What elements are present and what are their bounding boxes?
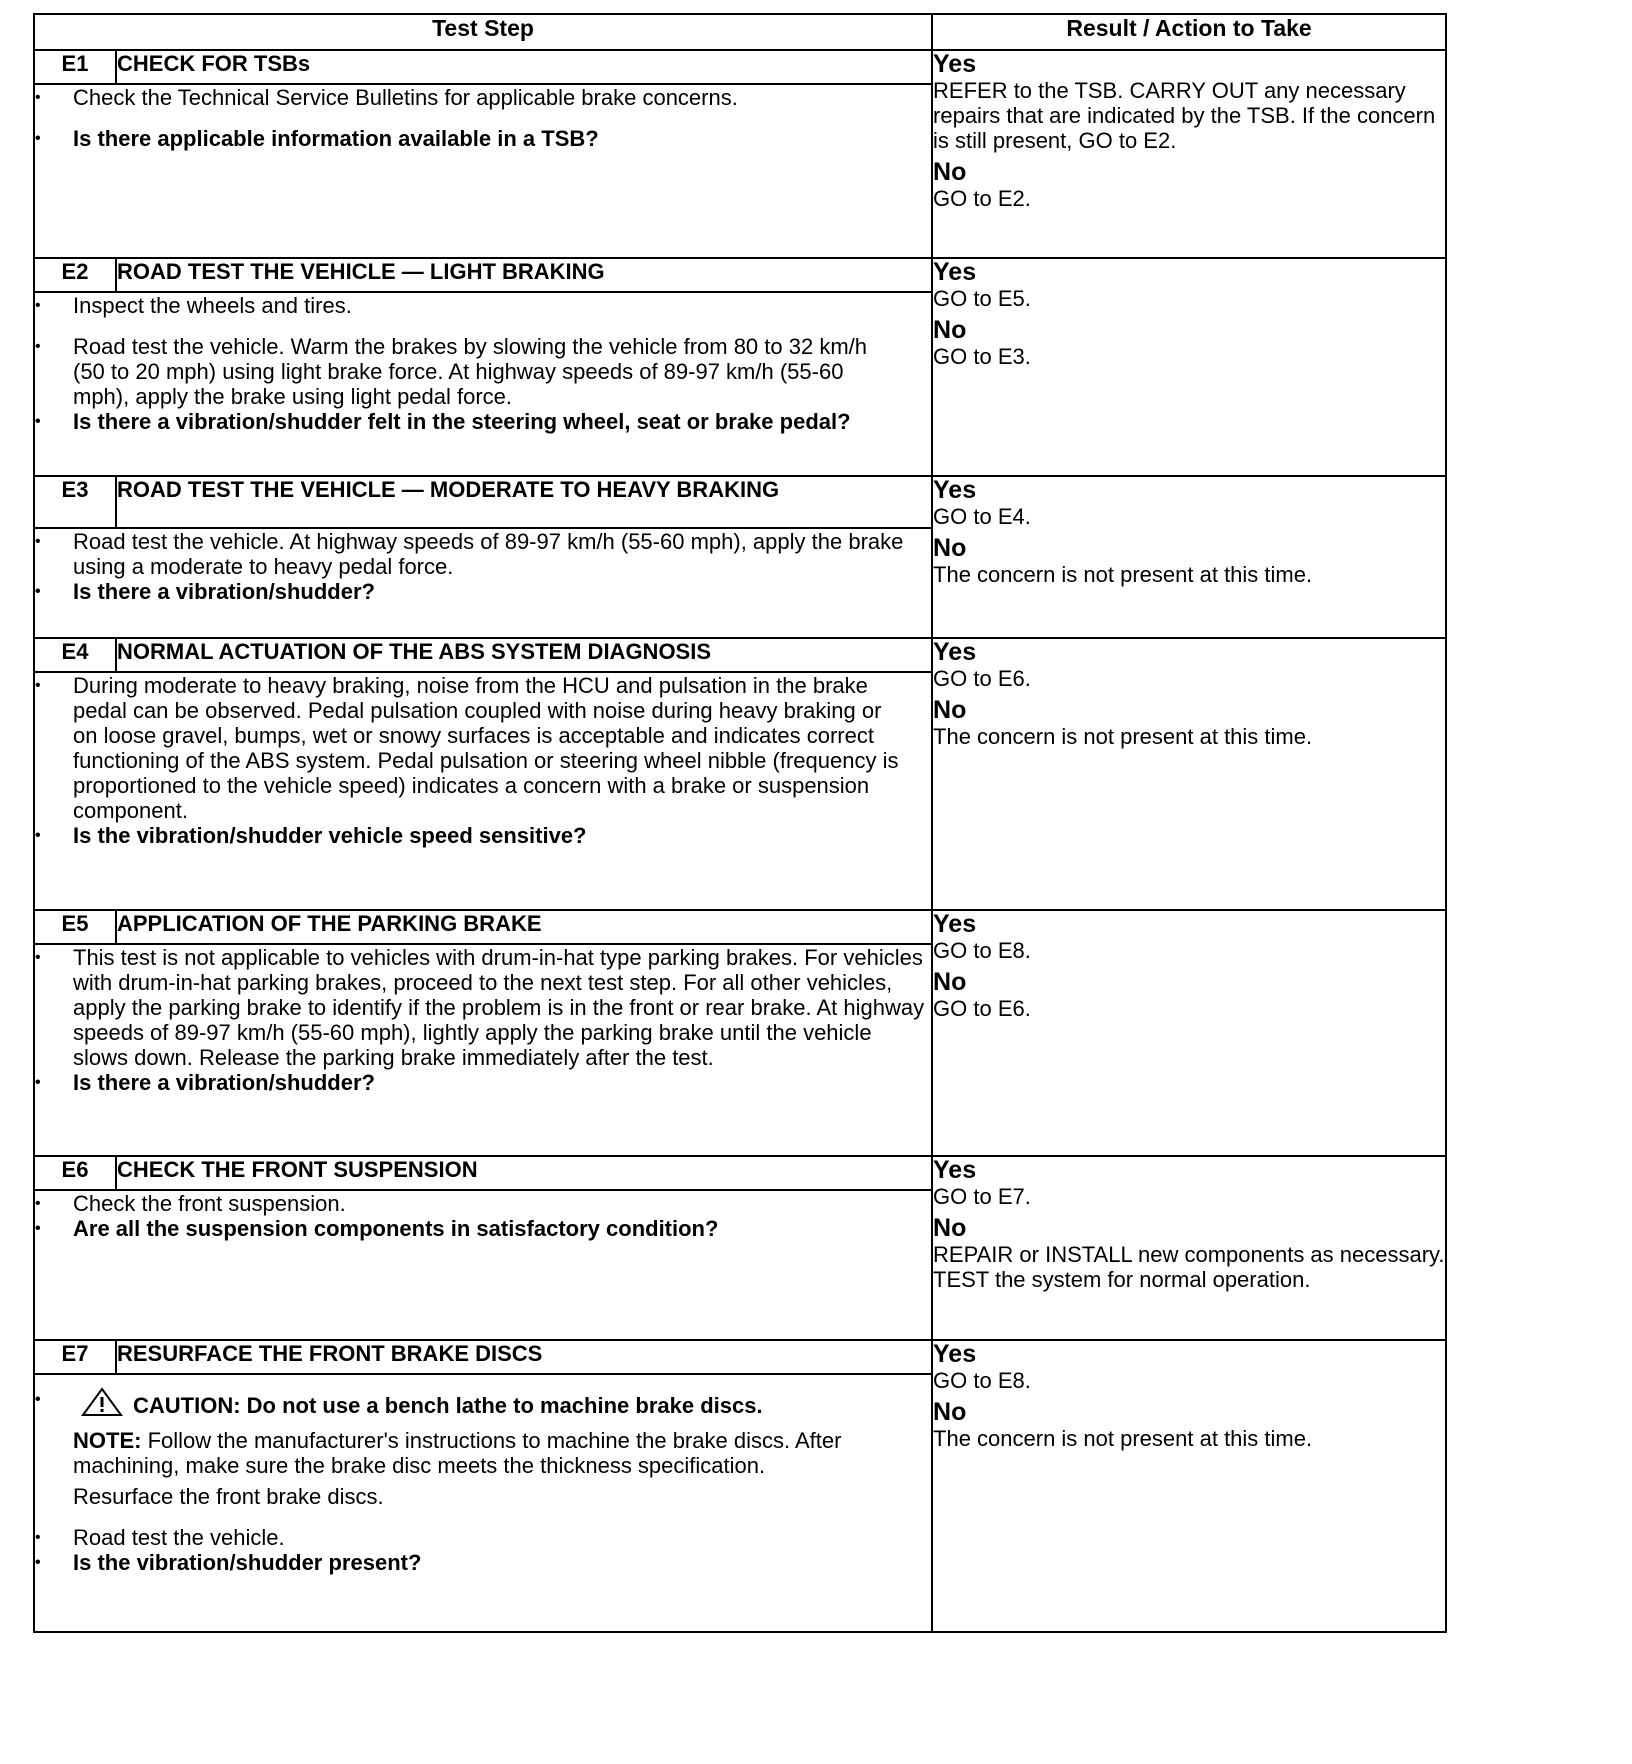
note-label: NOTE: — [73, 1428, 142, 1453]
step-e5-title-row — [34, 910, 1446, 944]
no-action: The concern is not present at this time. — [933, 1426, 1313, 1451]
resurface-instruction: Resurface the front brake discs. — [73, 1484, 384, 1509]
step-e5-result — [932, 910, 1446, 1156]
step-e4-result — [932, 638, 1446, 910]
yes-label: Yes — [933, 1340, 977, 1368]
yes-action: GO to E5. — [933, 286, 1031, 311]
no-action: GO to E6. — [933, 996, 1031, 1021]
no-action: GO to E2. — [933, 186, 1031, 211]
step-title: CHECK THE FRONT SUSPENSION — [116, 1156, 932, 1190]
no-label: No — [933, 1214, 967, 1242]
step-e2-title-row — [34, 258, 1446, 292]
step-number: E3 — [34, 476, 116, 528]
no-label: No — [933, 534, 967, 562]
yes-label: Yes — [933, 1156, 977, 1184]
step-question: • Is the vibration/shudder vehicle speed sensitive? — [35, 823, 931, 848]
no-label: No — [933, 316, 967, 344]
step-e1-body — [34, 84, 932, 258]
no-action: REPAIR or INSTALL new components as necessary. TEST the system for normal operation. — [933, 1242, 1445, 1292]
step-title: NORMAL ACTUATION OF THE ABS SYSTEM DIAGNOSIS — [116, 638, 932, 672]
yes-action: REFER to the TSB. CARRY OUT any necessary repairs that are indicated by the TSB. If the concern is still present, GO to E2. — [933, 78, 1436, 153]
step-number: E7 — [34, 1340, 116, 1374]
no-action: The concern is not present at this time. — [933, 724, 1313, 749]
yes-label: Yes — [933, 258, 977, 286]
step-question: • Is there applicable information available in a TSB? — [35, 126, 931, 151]
caution-item — [35, 1387, 931, 1509]
step-title: APPLICATION OF THE PARKING BRAKE — [116, 910, 932, 944]
step-e4-body — [34, 672, 932, 910]
step-bullet: • Road test the vehicle. Warm the brakes by slowing the vehicle from 80 to 32 km/h (50 to 20 mph) using light brake force. At highway speeds of 89-97 km/h (55-60 mph), apply the brake using light pedal force. — [35, 334, 931, 409]
step-e3-result — [932, 476, 1446, 638]
step-e1-title-row — [34, 50, 1446, 84]
yes-label: Yes — [933, 476, 977, 504]
step-e7-body — [34, 1374, 932, 1632]
no-label: No — [933, 1398, 967, 1426]
step-title: CHECK FOR TSBs — [116, 50, 932, 84]
note-block — [73, 1428, 931, 1478]
step-question: • Are all the suspension components in satisfactory condition? — [35, 1216, 931, 1241]
yes-action: GO to E8. — [933, 1368, 1031, 1393]
yes-action: GO to E4. — [933, 504, 1031, 529]
step-e7-result — [932, 1340, 1446, 1632]
step-number: E6 — [34, 1156, 116, 1190]
step-bullet: • Road test the vehicle. At highway speeds of 89-97 km/h (55-60 mph), apply the brake using a moderate to heavy pedal force. — [35, 529, 931, 579]
step-e6-result — [932, 1156, 1446, 1340]
step-bullet: • Check the front suspension. — [35, 1191, 931, 1216]
step-e5-body — [34, 944, 932, 1156]
step-bullet: • During moderate to heavy braking, noise from the HCU and pulsation in the brake pedal can be observed. Pedal pulsation coupled with noise during heavy braking or on loose gravel, bumps, wet or snowy surfaces is acceptable and indicates correct functioning of the ABS system. Pedal pulsation or steering wheel nibble (frequency is proportioned to the vehicle speed) indicates a concern with a brake or suspension component. — [35, 673, 931, 823]
step-bullet: • Check the Technical Service Bulletins for applicable brake concerns. — [35, 85, 931, 110]
step-e1-result — [932, 50, 1446, 258]
no-action: The concern is not present at this time. — [933, 562, 1313, 587]
step-question: • Is there a vibration/shudder? — [35, 1070, 931, 1095]
step-e2-body — [34, 292, 932, 476]
yes-label: Yes — [933, 910, 977, 938]
yes-action: GO to E7. — [933, 1184, 1031, 1209]
step-e7-title-row — [34, 1340, 1446, 1374]
step-e4-title-row — [34, 638, 1446, 672]
step-number: E2 — [34, 258, 116, 292]
step-question: • Is there a vibration/shudder? — [35, 579, 931, 604]
caution-triangle-icon — [81, 1387, 123, 1422]
step-e6-body — [34, 1190, 932, 1340]
step-title: ROAD TEST THE VEHICLE — MODERATE TO HEAVY BRAKING — [116, 476, 932, 528]
caution-text: CAUTION: Do not use a bench lathe to machine brake discs. — [133, 1393, 763, 1418]
step-bullet: • Road test the vehicle. — [35, 1525, 931, 1550]
step-e3-body — [34, 528, 932, 638]
step-number: E1 — [34, 50, 116, 84]
yes-label: Yes — [933, 50, 977, 78]
no-label: No — [933, 158, 967, 186]
step-e3-title-row — [34, 476, 1446, 528]
diagnostic-table — [33, 13, 1447, 1633]
step-e2-result — [932, 258, 1446, 476]
no-action: GO to E3. — [933, 344, 1031, 369]
step-e6-title-row — [34, 1156, 1446, 1190]
table-header-row — [34, 14, 1446, 50]
step-bullet: • This test is not applicable to vehicles with drum-in-hat type parking brakes. For vehicles with drum-in-hat parking brakes, proceed to the next test step. For all other vehicles, apply the parking brake to identify if the problem is in the front or rear brake. At highway speeds of 89-97 km/h (55-60 mph), lightly apply the parking brake until the vehicle slows down. Release the parking brake immediately after the test. — [35, 945, 931, 1070]
step-title: RESURFACE THE FRONT BRAKE DISCS — [116, 1340, 932, 1374]
step-number: E5 — [34, 910, 116, 944]
header-test-step: Test Step — [34, 14, 932, 50]
step-question: • Is there a vibration/shudder felt in the steering wheel, seat or brake pedal? — [35, 409, 931, 434]
yes-label: Yes — [933, 638, 977, 666]
yes-action: GO to E6. — [933, 666, 1031, 691]
step-question: • Is the vibration/shudder present? — [35, 1550, 931, 1575]
step-number: E4 — [34, 638, 116, 672]
note-text: Follow the manufacturer's instructions to machine the brake discs. After machining, make sure the brake disc meets the thickness specification. — [73, 1428, 842, 1478]
step-title: ROAD TEST THE VEHICLE — LIGHT BRAKING — [116, 258, 932, 292]
header-result: Result / Action to Take — [932, 14, 1446, 50]
yes-action: GO to E8. — [933, 938, 1031, 963]
no-label: No — [933, 968, 967, 996]
step-bullet: • Inspect the wheels and tires. — [35, 293, 931, 318]
no-label: No — [933, 696, 967, 724]
